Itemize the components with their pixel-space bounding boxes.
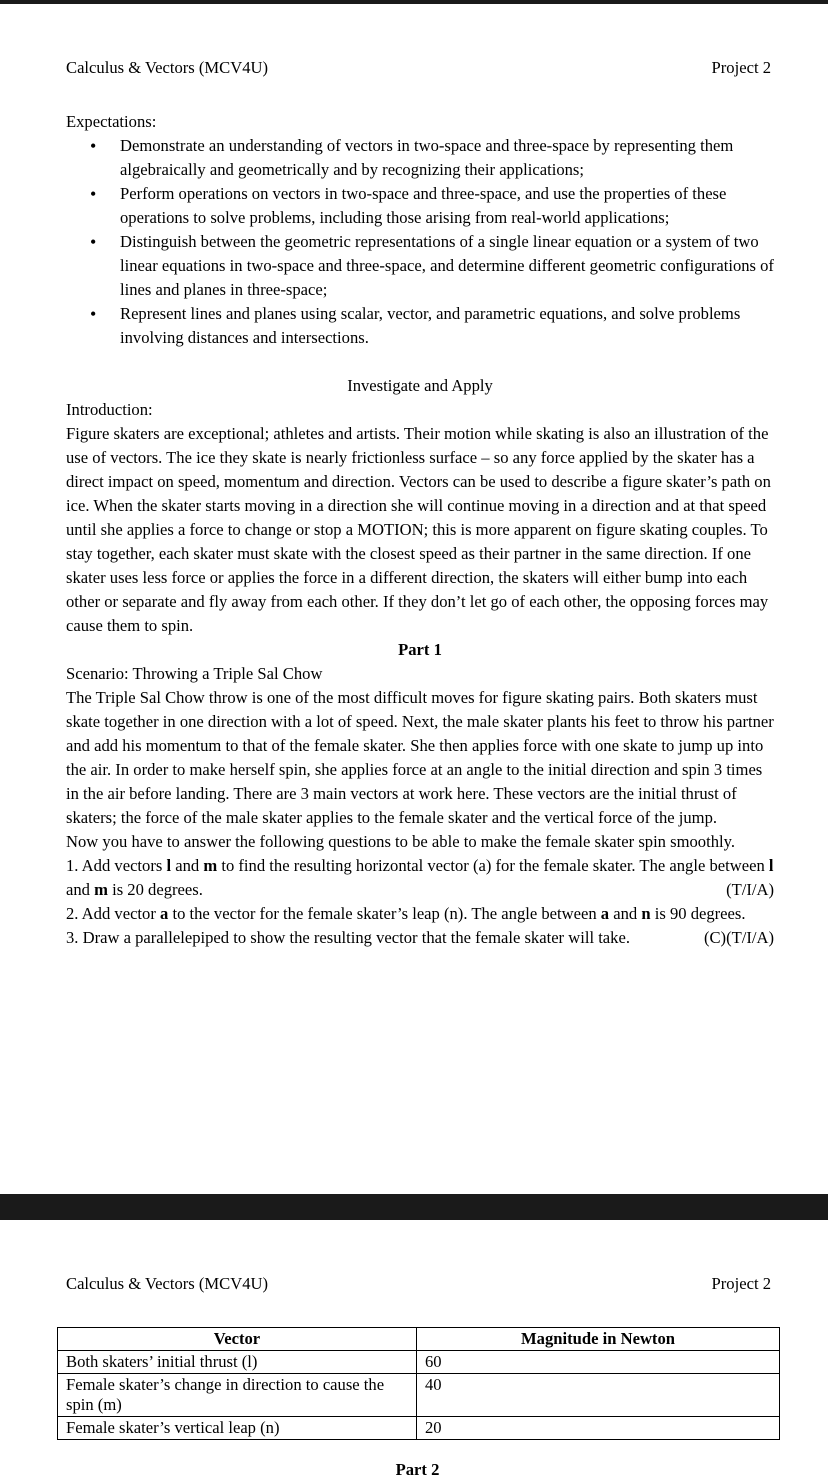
expectation-item: • Demonstrate an understanding of vectors in two-space and three-space by representing them algebraically and geometrically and by recognizing their applications; xyxy=(66,134,774,182)
scenario-heading: Scenario: Throwing a Triple Sal Chow xyxy=(66,664,323,683)
vector-cell: Both skaters’ initial thrust (l) xyxy=(58,1351,417,1374)
expectation-item: • Represent lines and planes using scalar, vector, and parametric equations, and solve problems involving distances and intersections. xyxy=(66,302,774,350)
question-1: 1. Add vectors l and m to find the resulting horizontal vector (a) for the female skater. The angle between l and m is 20 degrees. (T/I/A) xyxy=(66,854,774,902)
intro-paragraph: Figure skaters are exceptional; athletes and artists. Their motion while skating is also an illustration of the use of vectors. The ice they skate is nearly frictionless surface – so any force applied by the skater has a direct impact on speed, momentum and direction. Vectors can be used to describe a figure skater’s path on ice. When the skater starts moving in a direction she will continue moving in a direction and at that speed until she applies a force to change or stop a MOTION; this is more apparent on figure skating couples. To stay together, each skater must skate with the closest speed as their partner in the same direction. If one skater uses less force or applies the force in a different direction, the skaters will either bump into each other or separate and fly away from each other. If they don’t let go of each other, the opposing forces may cause them to spin. xyxy=(66,424,771,635)
expectation-item: • Distinguish between the geometric representations of a single linear equation or a system of two linear equations in two-space and three-space, and determine different geometric configurations of lines and planes in three-space; xyxy=(66,230,774,302)
question-2-tag: (T/I/A) xyxy=(726,928,774,947)
table-row xyxy=(58,1374,780,1417)
table-header-row xyxy=(58,1328,780,1351)
table-row xyxy=(58,1417,780,1440)
page-header xyxy=(66,56,771,80)
magnitude-cell: 60 xyxy=(417,1351,780,1374)
part2-title: Part 2 xyxy=(395,1460,440,1479)
vector-cell: Female skater’s change in direction to cause the spin (m) xyxy=(58,1374,417,1417)
vector-cell: Female skater’s vertical leap (n) xyxy=(58,1417,417,1440)
vector-table xyxy=(57,1327,780,1440)
section-title: Investigate and Apply xyxy=(347,376,493,395)
question-2: 2. Add vector a to the vector for the female skater’s leap (n). The angle between a and n is 90 degrees. (T/I/A) xyxy=(66,902,774,926)
scenario-paragraph: The Triple Sal Chow throw is one of the most difficult moves for figure skating pairs. Both skaters must skate together in one direction with a lot of speed. Next, the male skater plants his feet to throw his partner and add his momentum to that of the female skater. She then applies force with one skate to jump up into the air. In order to make herself spin, she applies force at an angle to the initial direction and spin 3 times in the air before landing. There are 3 main vectors at work here. These vectors are the initial thrust of skaters; the force of the male skater applies to the female skater and the vertical force of the jump. xyxy=(66,688,774,827)
magnitude-cell: 40 xyxy=(417,1374,780,1417)
column-header-magnitude: Magnitude in Newton xyxy=(417,1328,780,1351)
page-break-bar xyxy=(0,1194,828,1220)
question-3-tag: (C) xyxy=(703,928,727,947)
page-content xyxy=(66,110,774,950)
document-page-1 xyxy=(0,4,828,1194)
question-1-tag: (T/I/A) xyxy=(726,880,774,899)
part1-title: Part 1 xyxy=(398,640,442,659)
page-header xyxy=(66,1272,771,1296)
magnitude-cell: 20 xyxy=(417,1417,780,1440)
table-row xyxy=(58,1351,780,1374)
expectation-item: • Perform operations on vectors in two-space and three-space, and use the properties of these operations to solve problems, including those arising from real-world applications; xyxy=(66,182,774,230)
expectations-heading: Expectations: xyxy=(66,112,157,131)
project-label: Project 2 xyxy=(711,58,771,77)
intro-heading: Introduction: xyxy=(66,400,153,419)
course-title: Calculus & Vectors (MCV4U) xyxy=(66,58,269,77)
column-header-vector: Vector xyxy=(58,1328,417,1351)
question-3: 3. Draw a parallelepiped to show the resulting vector that the female skater will take. (C) xyxy=(66,926,726,950)
document-page-2 xyxy=(0,1220,828,1478)
expectations-list xyxy=(66,134,774,350)
project-label: Project 2 xyxy=(711,1274,771,1293)
instructions-paragraph: Now you have to answer the following questions to be able to make the female skater spin smoothly. xyxy=(66,832,735,851)
course-title: Calculus & Vectors (MCV4U) xyxy=(66,1274,269,1293)
